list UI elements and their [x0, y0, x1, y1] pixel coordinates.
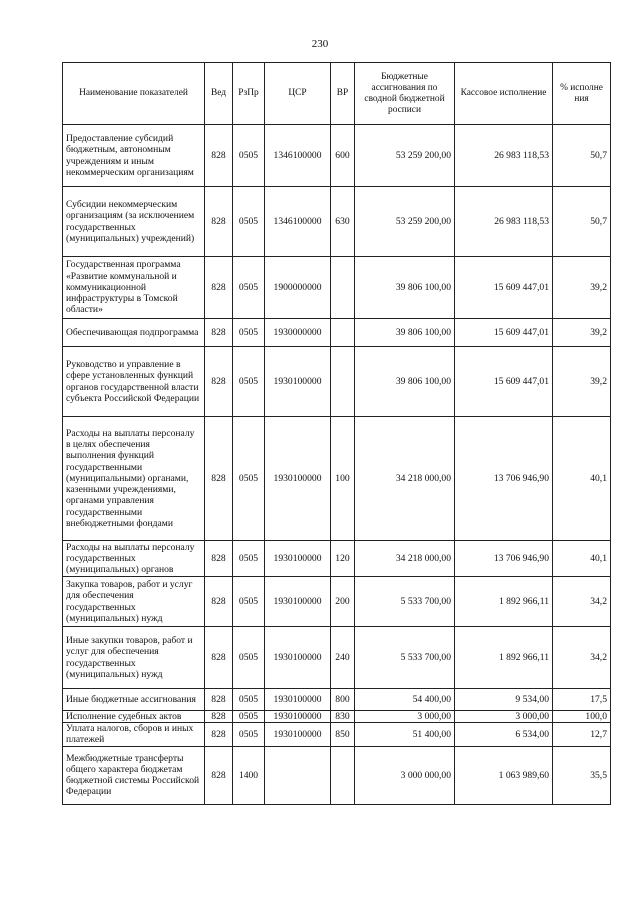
- row-vr-cell: 850: [331, 723, 355, 746]
- table-row: [63, 541, 611, 577]
- row-cash-cell: 9 534,00: [455, 689, 553, 711]
- row-csr-cell: [265, 746, 331, 804]
- row-vr-cell: 100: [331, 417, 355, 541]
- row-pct-cell: 17,5: [553, 689, 611, 711]
- row-pct-cell: 50,7: [553, 125, 611, 187]
- row-pct-cell: 34,2: [553, 627, 611, 689]
- row-csr-cell: 1930100000: [265, 541, 331, 577]
- table-row: [63, 711, 611, 723]
- table-row: [63, 257, 611, 319]
- row-ved-cell: 828: [205, 689, 233, 711]
- row-ved-cell: 828: [205, 319, 233, 347]
- row-csr-cell: 1930000000: [265, 319, 331, 347]
- header-rzpr: РзПр: [233, 63, 265, 125]
- header-name: Наименование показателей: [63, 63, 205, 125]
- row-csr-cell: 1930100000: [265, 689, 331, 711]
- row-pct-cell: 39,2: [553, 257, 611, 319]
- header-pct: % исполне ния: [553, 63, 611, 125]
- header-row: [63, 63, 611, 125]
- row-vr-cell: [331, 319, 355, 347]
- row-cash-cell: 1 892 966,11: [455, 577, 553, 627]
- row-vr-cell: 630: [331, 187, 355, 257]
- table-row: [63, 723, 611, 746]
- row-csr-cell: 1930100000: [265, 577, 331, 627]
- row-csr-cell: 1930100000: [265, 723, 331, 746]
- row-assign-cell: 39 806 100,00: [355, 319, 455, 347]
- row-cash-cell: 6 534,00: [455, 723, 553, 746]
- row-name-cell: Межбюджетные трансферты общего характера бюджетам бюджетной системы Российской Федерации: [63, 746, 205, 804]
- table-row: [63, 746, 611, 804]
- row-assign-cell: 39 806 100,00: [355, 347, 455, 417]
- row-csr-cell: 1930100000: [265, 417, 331, 541]
- row-rzpr-cell: 1400: [233, 746, 265, 804]
- row-rzpr-cell: 0505: [233, 319, 265, 347]
- row-name-cell: Закупка товаров, работ и услуг для обеспечения государственных (муниципальных) нужд: [63, 577, 205, 627]
- row-name-cell: Иные закупки товаров, работ и услуг для обеспечения государственных (муниципальных) нужд: [63, 627, 205, 689]
- row-ved-cell: 828: [205, 541, 233, 577]
- row-csr-cell: 1930100000: [265, 347, 331, 417]
- row-assign-cell: 54 400,00: [355, 689, 455, 711]
- row-csr-cell: 1930100000: [265, 627, 331, 689]
- row-cash-cell: 15 609 447,01: [455, 347, 553, 417]
- row-rzpr-cell: 0505: [233, 347, 265, 417]
- row-ved-cell: 828: [205, 711, 233, 723]
- row-name-cell: Исполнение судебных актов: [63, 711, 205, 723]
- row-name-cell: Иные бюджетные ассигнования: [63, 689, 205, 711]
- row-assign-cell: 53 259 200,00: [355, 187, 455, 257]
- table-row: [63, 689, 611, 711]
- row-name-cell: Государственная программа «Развитие коммунальной и коммуникационной инфраструктуры в Томской области»: [63, 257, 205, 319]
- table-row: [63, 417, 611, 541]
- row-cash-cell: 15 609 447,01: [455, 257, 553, 319]
- header-cash: Кассовое исполнение: [455, 63, 553, 125]
- row-cash-cell: 1 063 989,60: [455, 746, 553, 804]
- row-cash-cell: 26 983 118,53: [455, 125, 553, 187]
- table-row: [63, 319, 611, 347]
- table-row: [63, 347, 611, 417]
- row-cash-cell: 15 609 447,01: [455, 319, 553, 347]
- row-ved-cell: 828: [205, 257, 233, 319]
- row-name-cell: Обеспечивающая подпрограмма: [63, 319, 205, 347]
- row-vr-cell: 120: [331, 541, 355, 577]
- row-vr-cell: [331, 257, 355, 319]
- page-number: 230: [311, 38, 329, 50]
- row-pct-cell: 100,0: [553, 711, 611, 723]
- row-vr-cell: 830: [331, 711, 355, 723]
- row-ved-cell: 828: [205, 417, 233, 541]
- row-pct-cell: 39,2: [553, 319, 611, 347]
- header-assign: Бюджетные ассигнования по сводной бюджетной росписи: [355, 63, 455, 125]
- budget-table: [62, 62, 611, 805]
- row-cash-cell: 3 000,00: [455, 711, 553, 723]
- row-vr-cell: 240: [331, 627, 355, 689]
- row-pct-cell: 34,2: [553, 577, 611, 627]
- row-vr-cell: [331, 746, 355, 804]
- row-cash-cell: 13 706 946,90: [455, 417, 553, 541]
- row-vr-cell: [331, 347, 355, 417]
- row-csr-cell: 1346100000: [265, 187, 331, 257]
- header-ved: Вед: [205, 63, 233, 125]
- row-assign-cell: 51 400,00: [355, 723, 455, 746]
- row-csr-cell: 1930100000: [265, 711, 331, 723]
- row-vr-cell: 600: [331, 125, 355, 187]
- row-name-cell: Уплата налогов, сборов и иных платежей: [63, 723, 205, 746]
- row-rzpr-cell: 0505: [233, 711, 265, 723]
- row-assign-cell: 39 806 100,00: [355, 257, 455, 319]
- row-cash-cell: 26 983 118,53: [455, 187, 553, 257]
- row-pct-cell: 40,1: [553, 417, 611, 541]
- row-csr-cell: 1346100000: [265, 125, 331, 187]
- row-rzpr-cell: 0505: [233, 417, 265, 541]
- row-rzpr-cell: 0505: [233, 187, 265, 257]
- row-csr-cell: 1900000000: [265, 257, 331, 319]
- header-vr: ВР: [331, 63, 355, 125]
- row-rzpr-cell: 0505: [233, 723, 265, 746]
- row-ved-cell: 828: [205, 347, 233, 417]
- row-assign-cell: 53 259 200,00: [355, 125, 455, 187]
- row-ved-cell: 828: [205, 187, 233, 257]
- header-csr: ЦСР: [265, 63, 331, 125]
- row-vr-cell: 200: [331, 577, 355, 627]
- row-pct-cell: 40,1: [553, 541, 611, 577]
- row-assign-cell: 34 218 000,00: [355, 417, 455, 541]
- row-ved-cell: 828: [205, 746, 233, 804]
- row-assign-cell: 3 000 000,00: [355, 746, 455, 804]
- row-assign-cell: 5 533 700,00: [355, 627, 455, 689]
- row-rzpr-cell: 0505: [233, 541, 265, 577]
- row-ved-cell: 828: [205, 577, 233, 627]
- row-rzpr-cell: 0505: [233, 125, 265, 187]
- row-rzpr-cell: 0505: [233, 627, 265, 689]
- row-pct-cell: 12,7: [553, 723, 611, 746]
- row-assign-cell: 34 218 000,00: [355, 541, 455, 577]
- row-cash-cell: 1 892 966,11: [455, 627, 553, 689]
- row-rzpr-cell: 0505: [233, 257, 265, 319]
- row-pct-cell: 39,2: [553, 347, 611, 417]
- row-ved-cell: 828: [205, 723, 233, 746]
- row-pct-cell: 50,7: [553, 187, 611, 257]
- row-assign-cell: 3 000,00: [355, 711, 455, 723]
- row-vr-cell: 800: [331, 689, 355, 711]
- table-row: [63, 577, 611, 627]
- row-rzpr-cell: 0505: [233, 689, 265, 711]
- row-pct-cell: 35,5: [553, 746, 611, 804]
- row-name-cell: Руководство и управление в сфере установленных функций органов государственной власти субъекта Российской Федерации: [63, 347, 205, 417]
- row-name-cell: Предоставление субсидий бюджетным, автономным учреждениям и иным некоммерческим организациям: [63, 125, 205, 187]
- row-rzpr-cell: 0505: [233, 577, 265, 627]
- row-ved-cell: 828: [205, 125, 233, 187]
- table-row: [63, 627, 611, 689]
- row-cash-cell: 13 706 946,90: [455, 541, 553, 577]
- row-name-cell: Субсидии некоммерческим организациям (за исключением государственных (муниципальных) учреждений): [63, 187, 205, 257]
- row-name-cell: Расходы на выплаты персоналу государственных (муниципальных) органов: [63, 541, 205, 577]
- row-name-cell: Расходы на выплаты персоналу в целях обеспечения выполнения функций государственными (муниципальными) органами, казенными учреждениями, органами управления государственными внебюджетными фондами: [63, 417, 205, 541]
- row-ved-cell: 828: [205, 627, 233, 689]
- table-row: [63, 125, 611, 187]
- table-row: [63, 187, 611, 257]
- row-assign-cell: 5 533 700,00: [355, 577, 455, 627]
